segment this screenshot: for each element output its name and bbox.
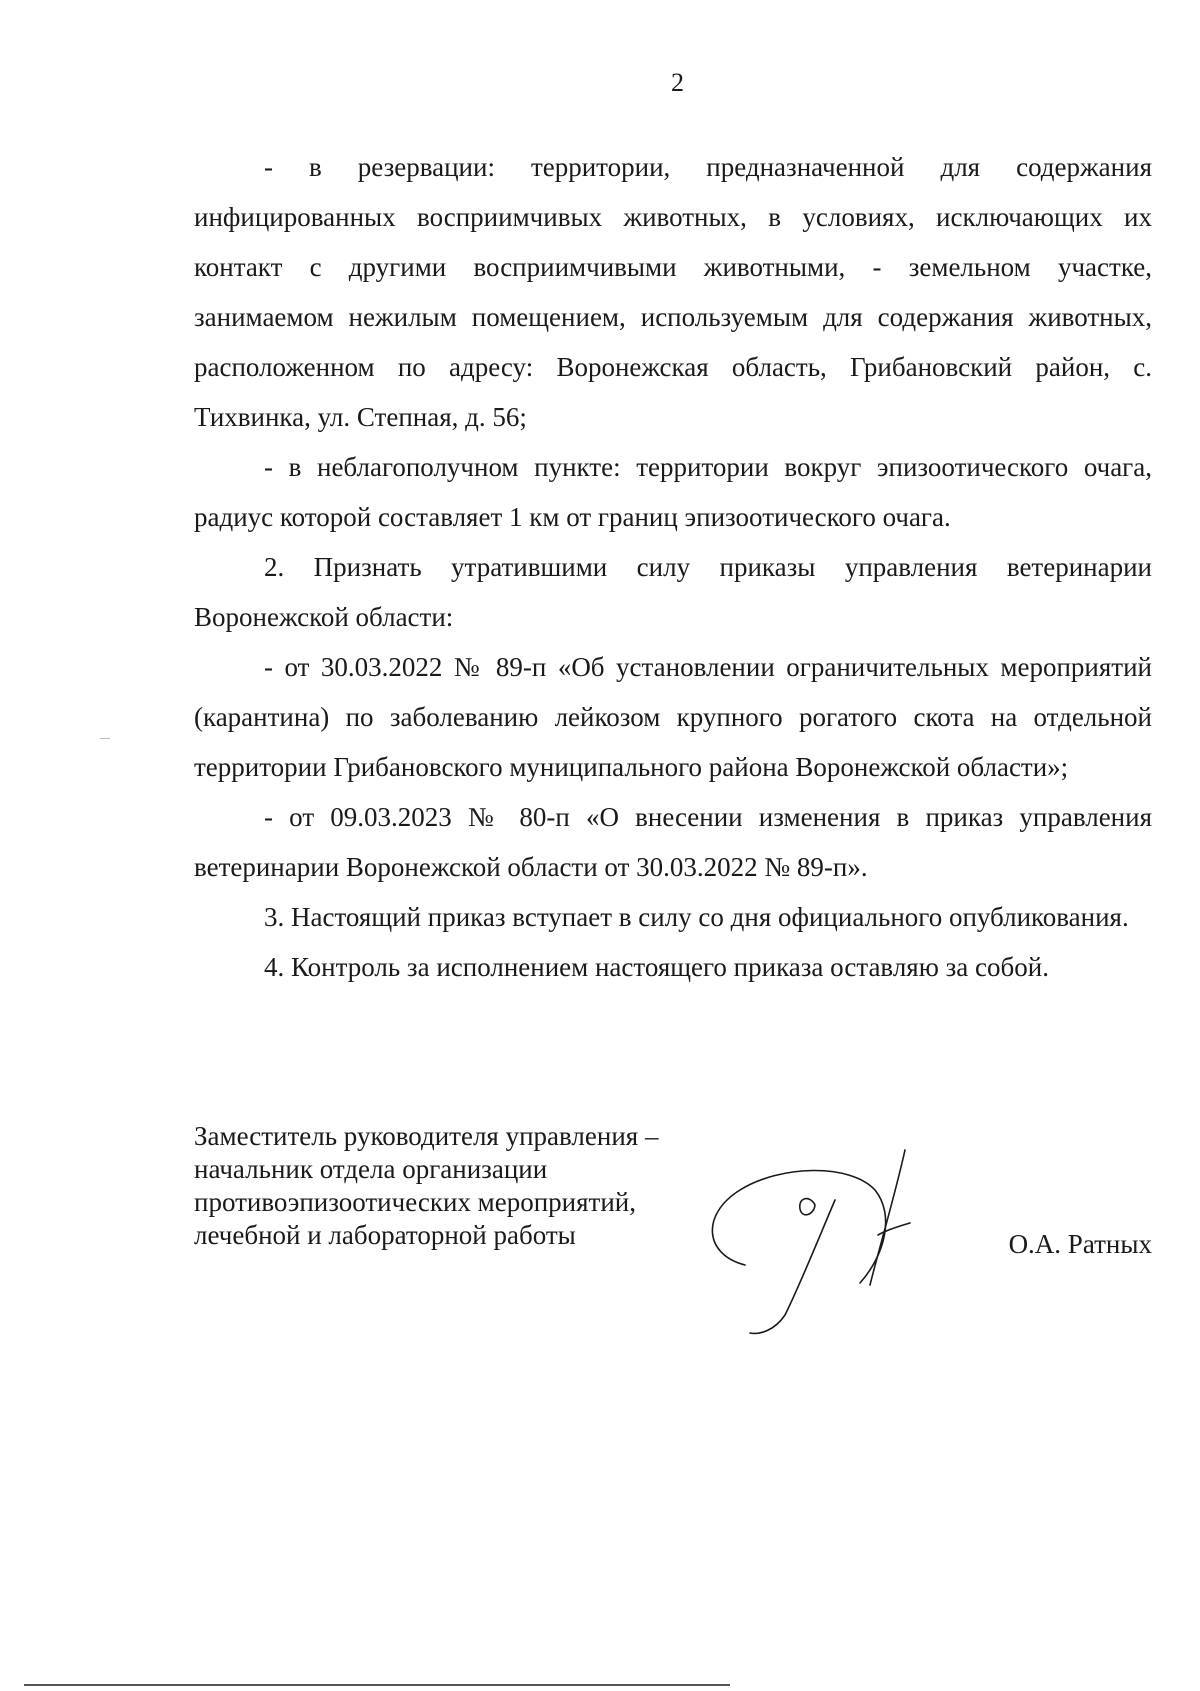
position-line: Заместитель руководителя управления – [194,1121,659,1151]
paragraph-order-80: - от 09.03.2023 № 80-п «О внесении изменения в приказ управления ветеринарии Воронежской области от 30.03.2022 № 89-п». [194,802,1152,882]
bottom-rule [24,1684,730,1686]
position-line: противоэпизоотических мероприятий, [194,1187,636,1217]
signer-name: О.А. Ратных [1008,1229,1152,1259]
paragraph-item-2: 2. Признать утратившими силу приказы управления ветеринарии Воронежской области: [194,552,1152,632]
position-line: лечебной и лабораторной работы [194,1220,576,1250]
document-body [194,142,1152,992]
paragraph-item-4: 4. Контроль за исполнением настоящего приказа оставляю за собой. [264,952,1049,982]
paragraph-unfavorable-point: - в неблагополучном пункте: территории вокруг эпизоотического очага, радиус которой составляет 1 км от границ эпизоотического очага. [194,452,1152,532]
position-line: начальник отдела организации [194,1154,548,1184]
paragraph-item-3: 3. Настоящий приказ вступает в силу со дня официального опубликования. [264,902,1129,932]
signatory-position [194,1120,658,1252]
page-number: 2 [671,68,684,97]
paragraph-order-89: - от 30.03.2022 № 89-п «Об установлении ограничительных мероприятий (карантина) по заболеванию лейкозом крупного рогатого скота на отдельной территории Грибановского муниципального района Воронежской области»; [194,652,1152,782]
margin-mark [100,738,110,739]
paragraph-reservation: - в резервации: территории, предназначенной для содержания инфицированных восприимчивых животных, в условиях, исключающих их контакт с другими восприимчивыми животными, - земельном участке, занимаемом нежилым помещением, используемым для содержания животных, расположенном по адресу: Воронежская область, Грибановский район, с. Тихвинка, ул. Степная, д. 56; [194,152,1152,432]
handwritten-signature [700,1135,960,1345]
